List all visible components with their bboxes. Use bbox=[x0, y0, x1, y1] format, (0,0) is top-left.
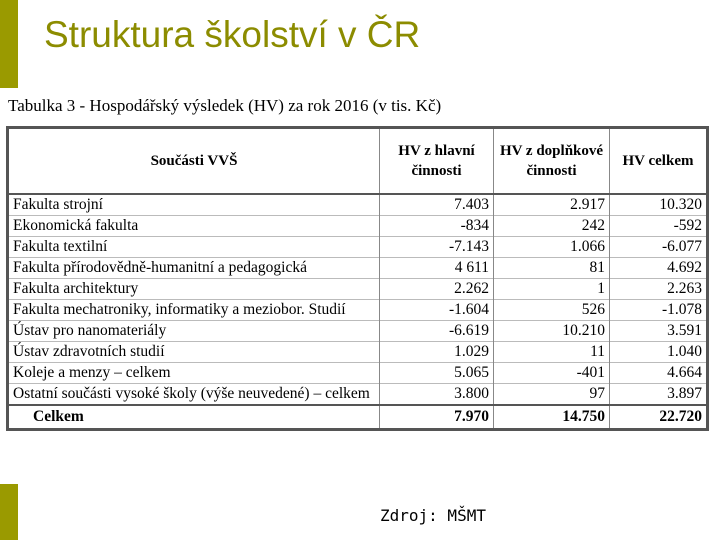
row-supp: 10.210 bbox=[494, 321, 610, 342]
row-supp: 2.917 bbox=[494, 194, 610, 216]
accent-bar-top bbox=[0, 0, 18, 88]
row-name: Fakulta strojní bbox=[8, 194, 380, 216]
table-header-row bbox=[8, 128, 708, 195]
row-supp: 526 bbox=[494, 300, 610, 321]
row-total: 10.320 bbox=[610, 194, 708, 216]
total-row-supp: 14.750 bbox=[494, 405, 610, 430]
row-name: Ústav pro nanomateriály bbox=[8, 321, 380, 342]
row-supp: 1.066 bbox=[494, 237, 610, 258]
row-supp: -401 bbox=[494, 363, 610, 384]
table-row bbox=[8, 384, 708, 406]
table-row bbox=[8, 342, 708, 363]
results-table bbox=[6, 126, 709, 431]
row-total: -1.078 bbox=[610, 300, 708, 321]
row-total: -6.077 bbox=[610, 237, 708, 258]
total-row bbox=[8, 405, 708, 430]
table-row bbox=[8, 194, 708, 216]
row-main: -1.604 bbox=[380, 300, 494, 321]
total-row-label: Celkem bbox=[8, 405, 380, 430]
row-main: 1.029 bbox=[380, 342, 494, 363]
row-main: -834 bbox=[380, 216, 494, 237]
row-total: 4.664 bbox=[610, 363, 708, 384]
table-row bbox=[8, 237, 708, 258]
table-row bbox=[8, 321, 708, 342]
row-total: 1.040 bbox=[610, 342, 708, 363]
table-row bbox=[8, 363, 708, 384]
row-total: -592 bbox=[610, 216, 708, 237]
row-main: 7.403 bbox=[380, 194, 494, 216]
total-row-total: 22.720 bbox=[610, 405, 708, 430]
header-total: HV celkem bbox=[610, 128, 708, 195]
row-name: Ekonomická fakulta bbox=[8, 216, 380, 237]
row-total: 3.897 bbox=[610, 384, 708, 406]
header-components: Součásti VVŠ bbox=[8, 128, 380, 195]
row-supp: 97 bbox=[494, 384, 610, 406]
row-main: 5.065 bbox=[380, 363, 494, 384]
row-total: 3.591 bbox=[610, 321, 708, 342]
table-caption: Tabulka 3 - Hospodářský výsledek (HV) za rok 2016 (v tis. Kč) bbox=[8, 96, 442, 115]
row-main: 2.262 bbox=[380, 279, 494, 300]
row-name: Ostatní součásti vysoké školy (výše neuvedené) – celkem bbox=[8, 384, 380, 406]
row-main: -6.619 bbox=[380, 321, 494, 342]
row-name: Ústav zdravotních studií bbox=[8, 342, 380, 363]
table-row bbox=[8, 279, 708, 300]
header-supplementary-activity: HV z doplňkové činnosti bbox=[494, 128, 610, 195]
total-row-main: 7.970 bbox=[380, 405, 494, 430]
row-name: Fakulta přírodovědně-humanitní a pedagogická bbox=[8, 258, 380, 279]
row-total: 4.692 bbox=[610, 258, 708, 279]
source-note: Zdroj: MŠMT bbox=[380, 506, 486, 525]
row-name: Fakulta textilní bbox=[8, 237, 380, 258]
accent-bar-bottom bbox=[0, 484, 18, 540]
row-main: 3.800 bbox=[380, 384, 494, 406]
table-row bbox=[8, 216, 708, 237]
row-name: Koleje a menzy – celkem bbox=[8, 363, 380, 384]
row-supp: 81 bbox=[494, 258, 610, 279]
row-total: 2.263 bbox=[610, 279, 708, 300]
table-row bbox=[8, 258, 708, 279]
row-main: 4 611 bbox=[380, 258, 494, 279]
header-main-activity: HV z hlavní činnosti bbox=[380, 128, 494, 195]
row-name: Fakulta architektury bbox=[8, 279, 380, 300]
row-supp: 242 bbox=[494, 216, 610, 237]
row-name: Fakulta mechatroniky, informatiky a meziobor. Studií bbox=[8, 300, 380, 321]
row-main: -7.143 bbox=[380, 237, 494, 258]
row-supp: 11 bbox=[494, 342, 610, 363]
table-row bbox=[8, 300, 708, 321]
slide-title: Struktura školství v ČR bbox=[44, 14, 421, 55]
row-supp: 1 bbox=[494, 279, 610, 300]
